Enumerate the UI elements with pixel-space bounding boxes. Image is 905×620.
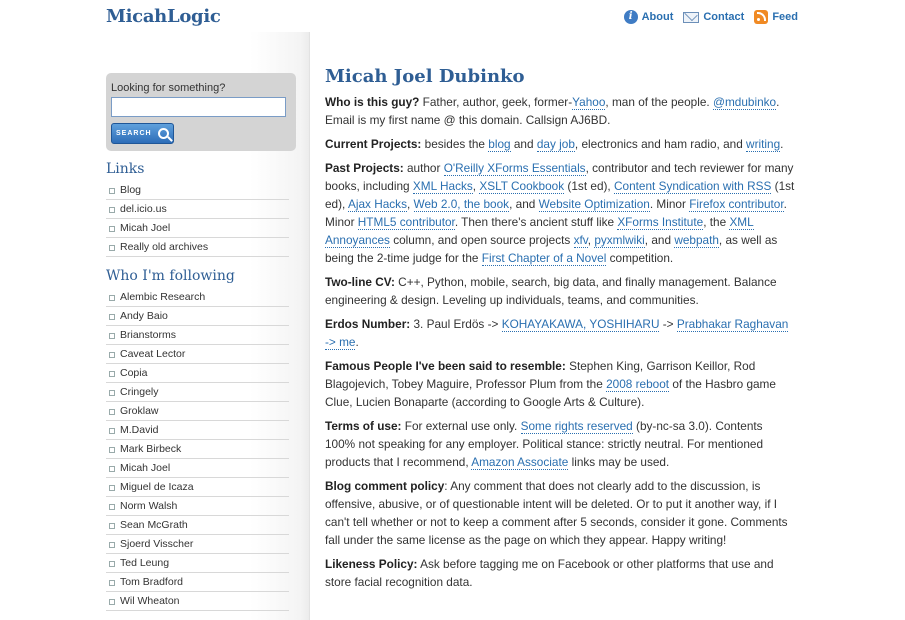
list-item bbox=[106, 554, 289, 573]
inline-link[interactable]: writing bbox=[746, 137, 781, 151]
paragraph-text: . Then there's ancient stuff like bbox=[454, 215, 618, 229]
paragraph-text: , bbox=[472, 179, 480, 193]
paragraph-label: Famous People I've been said to resemble: bbox=[325, 359, 566, 373]
paragraph-text: , and bbox=[509, 197, 539, 211]
bio-paragraph bbox=[325, 159, 795, 267]
list-item bbox=[106, 440, 289, 459]
paragraph-text: competition. bbox=[606, 251, 674, 265]
links-link[interactable]: Blog bbox=[120, 184, 142, 196]
paragraph-label: Likeness Policy: bbox=[325, 557, 418, 571]
paragraph-text: and bbox=[510, 137, 537, 151]
paragraph-text: For external use only. bbox=[401, 419, 521, 433]
paragraph-label: Who is this guy? bbox=[325, 95, 420, 109]
inline-link[interactable]: xfv bbox=[573, 233, 588, 247]
site-logo[interactable]: MicahLogic bbox=[106, 6, 221, 27]
links-link[interactable]: del.icio.us bbox=[120, 203, 167, 215]
page-title: Micah Joel Dubinko bbox=[325, 66, 525, 87]
paragraph-text: . bbox=[355, 335, 359, 349]
following-link[interactable]: Micah Joel bbox=[120, 462, 171, 474]
paragraph-text: , bbox=[406, 197, 414, 211]
paragraph-label: Blog comment policy bbox=[325, 479, 445, 493]
paragraph-text: -> bbox=[659, 317, 677, 331]
list-item bbox=[106, 402, 289, 421]
paragraph-text: , man of the people. bbox=[605, 95, 713, 109]
feed-icon bbox=[754, 10, 768, 24]
paragraph-text: Stephen King, Garrison Keillor, Rod Blagojevich, Tobey Maguire, Professor Plum from the bbox=[325, 359, 756, 391]
bio-paragraph bbox=[325, 555, 795, 591]
mail-icon bbox=[683, 12, 699, 23]
list-item bbox=[106, 592, 289, 611]
bio-paragraph bbox=[325, 417, 795, 471]
bio-paragraph bbox=[325, 135, 795, 153]
search-input[interactable] bbox=[111, 97, 286, 117]
links-link[interactable]: Micah Joel bbox=[120, 222, 171, 234]
list-item bbox=[106, 459, 289, 478]
following-link[interactable]: Tom Bradford bbox=[120, 576, 184, 588]
following-heading: Who I'm following bbox=[106, 268, 235, 284]
nav-about-label: About bbox=[641, 11, 674, 23]
following-link[interactable]: Mark Birbeck bbox=[120, 443, 182, 455]
paragraph-text: Father, author, geek, former- bbox=[419, 95, 573, 109]
top-navigation bbox=[624, 10, 798, 24]
paragraph-label: Terms of use: bbox=[325, 419, 402, 433]
paragraph-text: . Minor bbox=[325, 197, 787, 229]
info-icon: i bbox=[624, 10, 638, 24]
inline-link[interactable]: 2008 reboot bbox=[606, 377, 670, 391]
paragraph-label: Erdos Number: bbox=[325, 317, 411, 331]
inline-link[interactable]: blog bbox=[488, 137, 511, 151]
paragraph-text: C++, Python, mobile, search, big data, and finally management. Balance engineering & design. Leveling up individuals, teams, and communities. bbox=[325, 275, 777, 307]
list-item bbox=[106, 573, 289, 592]
inline-link[interactable]: O'Reilly XForms Essentials bbox=[443, 161, 586, 175]
links-heading: Links bbox=[106, 161, 145, 177]
bio-paragraph bbox=[325, 477, 795, 549]
list-item bbox=[106, 364, 289, 383]
nav-about[interactable] bbox=[624, 10, 674, 24]
following-link[interactable]: Wil Wheaton bbox=[120, 595, 180, 607]
inline-link[interactable]: day job bbox=[536, 137, 575, 151]
following-link[interactable]: Caveat Lector bbox=[120, 348, 186, 360]
paragraph-text: , the bbox=[703, 215, 730, 229]
search-icon bbox=[158, 128, 169, 139]
search-button[interactable] bbox=[111, 123, 174, 144]
bio-paragraphs bbox=[325, 93, 795, 591]
following-link[interactable]: Miguel de Icaza bbox=[120, 481, 194, 493]
paragraph-text: , and bbox=[644, 233, 675, 247]
list-item bbox=[106, 326, 289, 345]
paragraph-text: (1st ed), bbox=[564, 179, 614, 193]
following-link[interactable]: Andy Baio bbox=[120, 310, 168, 322]
sidebar-divider bbox=[309, 32, 310, 620]
list-item bbox=[106, 200, 289, 219]
paragraph-text: . bbox=[780, 137, 784, 151]
paragraph-label: Two-line CV: bbox=[325, 275, 395, 289]
inline-link[interactable]: First Chapter of a Novel bbox=[481, 251, 607, 265]
inline-link[interactable]: pyxmlwiki bbox=[594, 233, 645, 247]
list-item bbox=[106, 345, 289, 364]
inline-link[interactable]: KOHAYAKAWA, YOSHIHARU bbox=[501, 317, 660, 331]
paragraph-text: author bbox=[403, 161, 444, 175]
bio-paragraph bbox=[325, 93, 795, 129]
paragraph-text: (by-nc-sa 3.0). Contents 100% not speaking for any employer. Political stance: strictly neutral. For mentioned products that I recommend, bbox=[325, 419, 764, 469]
following-link[interactable]: M.David bbox=[120, 424, 159, 436]
following-link[interactable]: Copia bbox=[120, 367, 148, 379]
paragraph-label: Current Projects: bbox=[325, 137, 422, 151]
inline-link[interactable]: Web 2.0, the book bbox=[413, 197, 510, 211]
paragraph-label: Past Projects: bbox=[325, 161, 404, 175]
paragraph-text: . Email is my first name @ this domain. Callsign AJ6BD. bbox=[325, 95, 780, 127]
paragraph-text: . Minor bbox=[649, 197, 690, 211]
following-link[interactable]: Ted Leung bbox=[120, 557, 170, 569]
bio-paragraph bbox=[325, 273, 795, 309]
list-item bbox=[106, 535, 289, 554]
paragraph-text: , as well as being the 2-time judge for the bbox=[325, 233, 778, 265]
list-item bbox=[106, 219, 289, 238]
bio-paragraph bbox=[325, 357, 795, 411]
following-link[interactable]: Norm Walsh bbox=[120, 500, 178, 512]
list-item bbox=[106, 478, 289, 497]
following-list bbox=[106, 288, 289, 611]
inline-link[interactable]: Ajax Hacks bbox=[347, 197, 407, 211]
following-link[interactable]: Sean McGrath bbox=[120, 519, 188, 531]
following-link[interactable]: Groklaw bbox=[120, 405, 159, 417]
following-link[interactable]: Sjoerd Visscher bbox=[120, 538, 194, 550]
paragraph-text: 3. Paul Erdös -> bbox=[410, 317, 502, 331]
inline-link[interactable]: XML Hacks bbox=[412, 179, 473, 193]
search-button-label: SEARCH bbox=[116, 130, 152, 137]
inline-link[interactable]: HTML5 contributor bbox=[357, 215, 455, 229]
following-link[interactable]: Alembic Research bbox=[120, 291, 206, 303]
bio-paragraph bbox=[325, 315, 795, 351]
list-item bbox=[106, 307, 289, 326]
inline-link[interactable]: XForms Institute bbox=[617, 215, 704, 229]
paragraph-text: besides the bbox=[421, 137, 489, 151]
list-item bbox=[106, 288, 289, 307]
list-item bbox=[106, 516, 289, 535]
paragraph-text: column, and open source projects bbox=[389, 233, 574, 247]
following-link[interactable]: Cringely bbox=[120, 386, 159, 398]
inline-link[interactable]: Amazon Associate bbox=[471, 455, 569, 469]
list-item bbox=[106, 421, 289, 440]
paragraph-text: of the Hasbro game Clue, Lucien Bonaparte (according to Google Arts & Culture). bbox=[325, 377, 776, 409]
nav-contact-label: Contact bbox=[703, 11, 745, 23]
inline-link[interactable]: Website Optimization bbox=[538, 197, 650, 211]
inline-link[interactable]: Prabhakar Raghavan -> me bbox=[325, 317, 789, 349]
paragraph-text: , bbox=[587, 233, 595, 247]
inline-link[interactable]: XML Annoyances bbox=[325, 215, 754, 247]
inline-link[interactable]: Content Syndication with RSS bbox=[613, 179, 772, 193]
inline-link[interactable]: Firefox contributor bbox=[689, 197, 784, 211]
paragraph-text: , contributor and tech reviewer for many books, including bbox=[325, 161, 794, 193]
paragraph-text: , electronics and ham radio, and bbox=[574, 137, 747, 151]
paragraph-text: (1st ed), bbox=[325, 179, 795, 211]
list-item bbox=[106, 181, 289, 200]
links-list bbox=[106, 181, 289, 257]
following-link[interactable]: Brianstorms bbox=[120, 329, 177, 341]
paragraph-text: links may be used. bbox=[568, 455, 670, 469]
list-item bbox=[106, 383, 289, 402]
inline-link[interactable]: Yahoo bbox=[572, 95, 606, 109]
nav-feed-label: Feed bbox=[772, 11, 798, 23]
inline-link[interactable]: Some rights reserved bbox=[520, 419, 633, 433]
nav-feed[interactable] bbox=[754, 10, 798, 24]
links-link[interactable]: Really old archives bbox=[120, 241, 209, 253]
search-label: Looking for something? bbox=[111, 82, 226, 94]
paragraph-text: : Any comment that does not clearly add to the discussion, is offensive, abusive, or of questionable intent will be deleted. Or to put it another way, if I can't tell whether or not to keep a comment after 5 seconds, consider it gone. Comments fall under the same license as the page on which they appear. Happy writing! bbox=[325, 479, 788, 547]
paragraph-text: Ask before tagging me on Facebook or other platforms that use and store facial recognition data. bbox=[325, 557, 774, 589]
nav-contact[interactable] bbox=[683, 10, 744, 24]
search-box bbox=[106, 73, 296, 151]
list-item bbox=[106, 238, 289, 257]
main-content bbox=[325, 66, 795, 597]
inline-link[interactable]: @mdubinko bbox=[712, 95, 777, 109]
inline-link[interactable]: webpath bbox=[674, 233, 719, 247]
list-item bbox=[106, 497, 289, 516]
inline-link[interactable]: XSLT Cookbook bbox=[479, 179, 565, 193]
